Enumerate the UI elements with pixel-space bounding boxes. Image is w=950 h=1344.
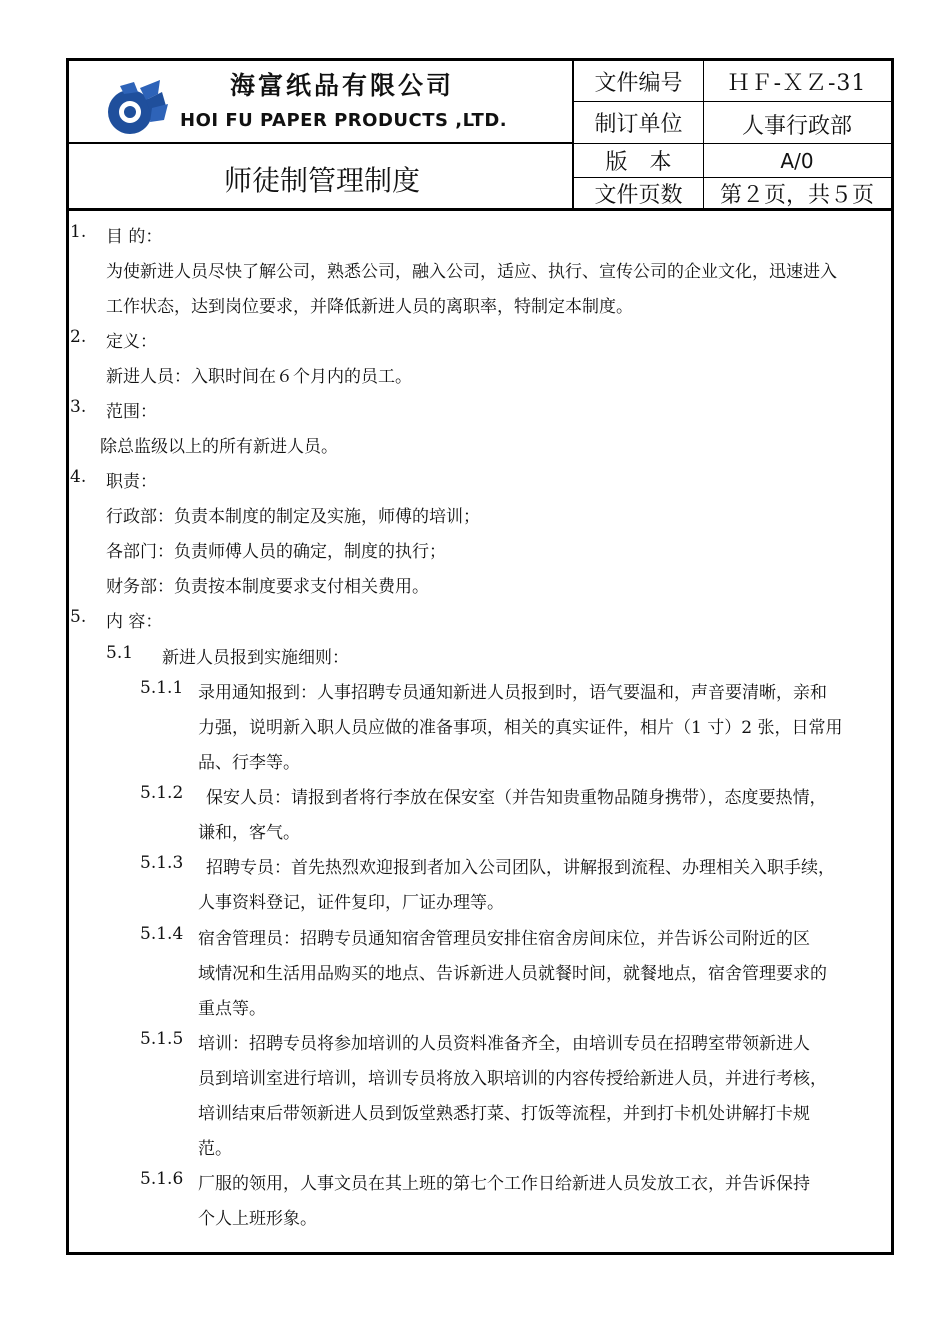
section-number: 4. (70, 467, 87, 487)
paragraph-line: 行政部：负责本制度的制定及实施，师傅的培训； (106, 507, 480, 527)
company-name-cn: 海富纸品有限公司 (230, 71, 455, 100)
item-line: 培训：招聘专员将参加培训的人员资料准备齐全，由培训专员在招聘室带领新进人 (198, 1034, 810, 1054)
item-line: 谦和，客气。 (198, 823, 300, 843)
document-title: 师徒制管理制度 (223, 164, 420, 197)
section-heading: 内 容： (106, 612, 163, 632)
item-line: 宿舍管理员：招聘专员通知宿舍管理员安排住宿舍房间床位，并告诉公司附近的区 (198, 929, 810, 949)
field-label-doc-number: 文件编号 (594, 71, 683, 96)
paragraph-line: 新进人员：入职时间在６个月内的员工。 (106, 367, 412, 387)
paragraph-line: 财务部：负责按本制度要求支付相关费用。 (106, 577, 429, 597)
item-line: 员到培训室进行培训，培训专员将放入职培训的内容传授给新进人员，并进行考核， (198, 1069, 827, 1089)
field-value-page-count: 第２页，共５页 (719, 183, 874, 208)
field-value-doc-number: ＨＦ-ＸＺ-31 (727, 71, 867, 96)
item-number: 5.1.3 (140, 853, 184, 873)
item-number: 5.1.5 (140, 1029, 184, 1049)
item-number: 5.1.2 (140, 783, 184, 803)
item-line: 厂服的领用，人事文员在其上班的第七个工作日给新进人员发放工衣，并告诉保持 (198, 1174, 810, 1194)
paragraph-line: 为使新进人员尽快了解公司，熟悉公司，融入公司，适应、执行、宣传公司的企业文化，迅速进入 (106, 262, 837, 282)
field-label-issuing-unit: 制订单位 (594, 112, 683, 137)
subsection-heading: 新进人员报到实施细则： (162, 648, 349, 668)
item-line: 录用通知报到：人事招聘专员通知新进人员报到时，语气要温和，声音要清晰，亲和 (198, 683, 827, 703)
section-heading: 目 的： (106, 227, 163, 247)
paragraph-line: 各部门：负责师傅人员的确定，制度的执行； (106, 542, 446, 562)
header-divider (69, 142, 572, 144)
subsection-number: 5.1 (106, 643, 134, 663)
section-heading: 范围： (106, 402, 157, 422)
item-line: 个人上班形象。 (198, 1209, 317, 1229)
section-number: 5. (70, 607, 87, 627)
item-line: 重点等。 (198, 999, 266, 1019)
company-logo (100, 78, 172, 140)
field-value-version: A/0 (780, 148, 814, 173)
item-line: 人事资料登记，证件复印，厂证办理等。 (198, 893, 504, 913)
item-line: 招聘专员：首先热烈欢迎报到者加入公司团队，讲解报到流程、办理相关入职手续， (206, 858, 835, 878)
section-heading: 定义： (106, 332, 157, 352)
section-number: 2. (70, 327, 87, 347)
item-line: 域情况和生活用品购买的地点、告诉新进人员就餐时间，就餐地点，宿舍管理要求的 (198, 964, 827, 984)
item-line: 品、行李等。 (198, 753, 300, 773)
company-name-en: HOI FU PAPER PRODUCTS ,LTD. (180, 110, 508, 131)
field-value-issuing-unit: 人事行政部 (741, 114, 852, 139)
item-line: 力强，说明新入职人员应做的准备事项，相关的真实证件，相片（1 寸）2 张，日常用 (198, 718, 843, 738)
item-line: 培训结束后带领新进人员到饭堂熟悉打菜、打饭等流程，并到打卡机处讲解打卡规 (198, 1104, 810, 1124)
section-number: 3. (70, 397, 87, 417)
paragraph-line: 工作状态，达到岗位要求，并降低新进人员的离职率，特制定本制度。 (106, 297, 633, 317)
section-number: 1. (70, 222, 87, 242)
item-line: 保安人员：请报到者将行李放在保安室（并告知贵重物品随身携带），态度要热情， (206, 788, 827, 808)
field-label-page-count: 文件页数 (594, 183, 683, 208)
field-label-version: 版 本 (605, 150, 672, 175)
item-number: 5.1.1 (140, 678, 184, 698)
section-heading: 职责： (106, 472, 157, 492)
paragraph-line: 除总监级以上的所有新进人员。 (100, 437, 338, 457)
item-line: 范。 (198, 1139, 232, 1159)
item-number: 5.1.6 (140, 1169, 184, 1189)
item-number: 5.1.4 (140, 924, 184, 944)
